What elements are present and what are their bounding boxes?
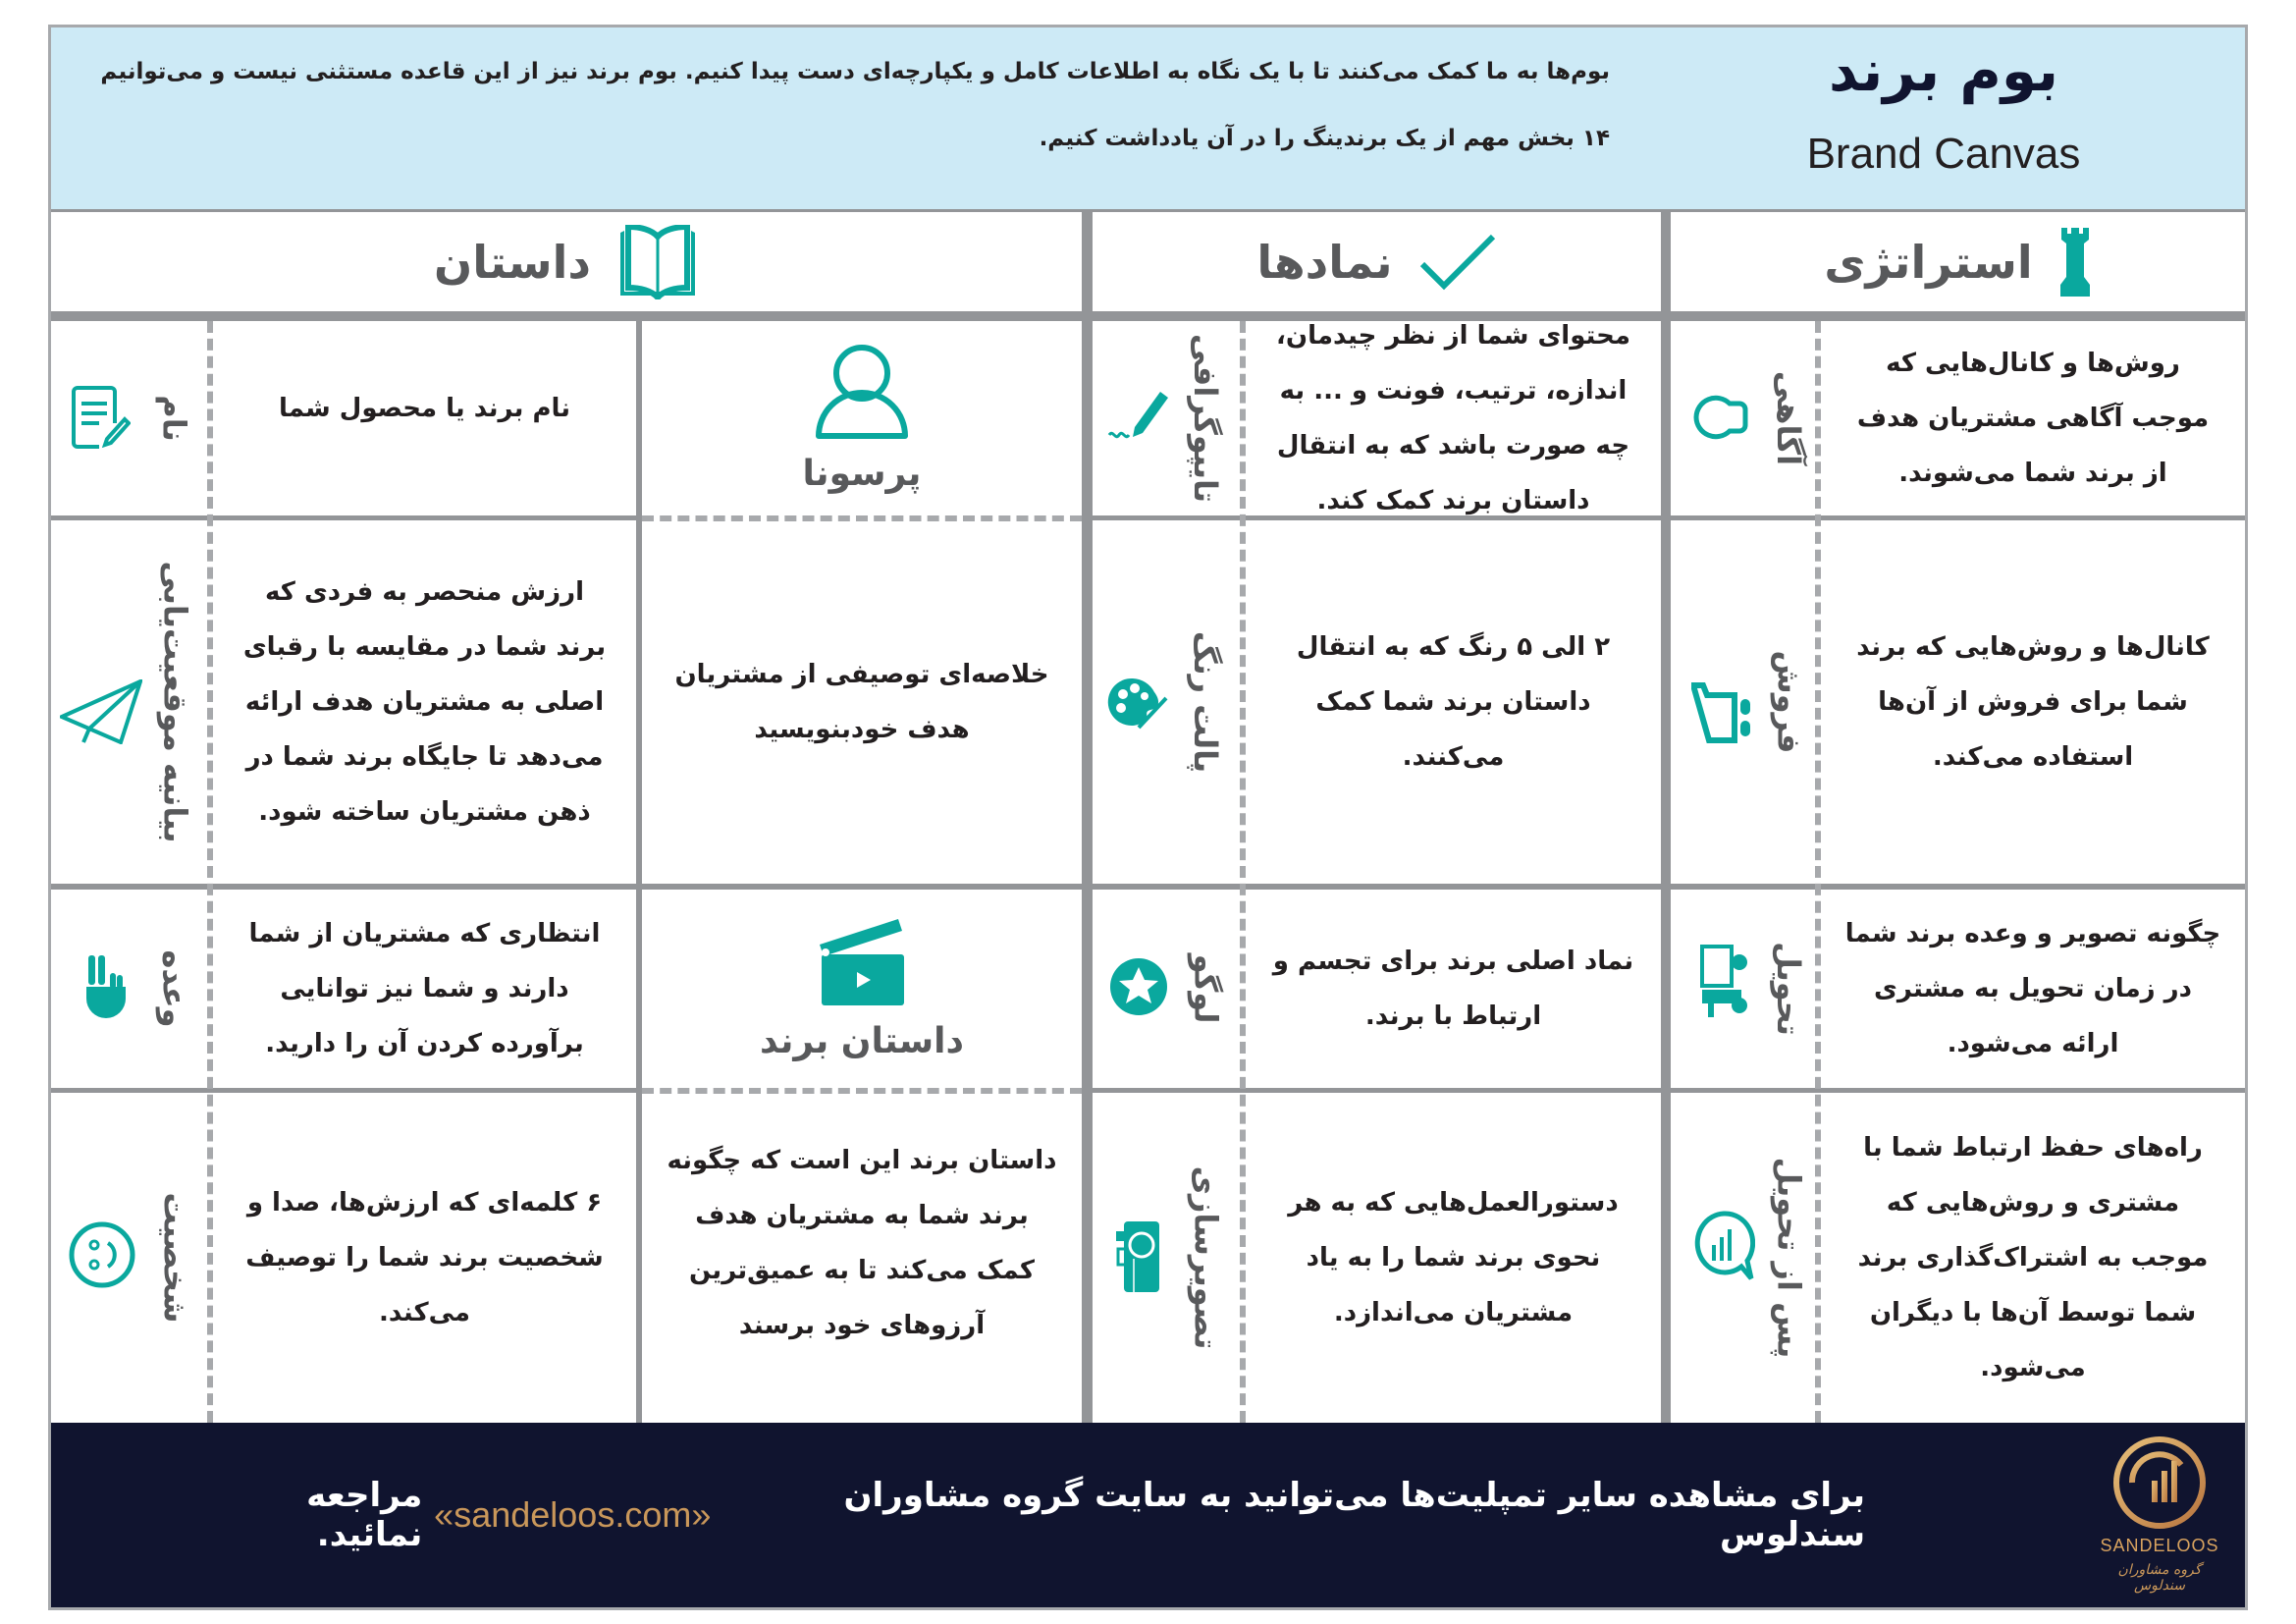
column-divider-symbols-strategy bbox=[1661, 211, 1671, 1423]
persona-text: خلاصه‌ای توصیفی از مشتریان هدف خودبنویسید bbox=[674, 660, 1049, 744]
pen-icon bbox=[1104, 383, 1173, 452]
chat-bubble-icon bbox=[1688, 1208, 1759, 1286]
footer-message bbox=[196, 1423, 1865, 1607]
symbols-text-palette: ۲ الی ۵ رنگ که به انتقال داستان برند شما کمک می‌کنند. bbox=[1296, 632, 1611, 772]
story-text-name: نام برند یا محصول شما bbox=[278, 394, 571, 423]
strategy-text-awareness: روش‌ها و کانال‌هایی که موجب آگاهی مشتریان هدف از برند شما می‌شوند. bbox=[1856, 349, 2210, 488]
column-title-strategy: استراتژی bbox=[1824, 235, 2033, 289]
symbols-label-imagery: تصویرسازی bbox=[1187, 1165, 1225, 1350]
clapperboard-icon bbox=[818, 917, 906, 1007]
checkmark-icon bbox=[1418, 233, 1497, 292]
lightbulb-icon bbox=[1690, 383, 1759, 452]
header-bottom-bar bbox=[51, 311, 2245, 321]
delivery-truck-icon bbox=[1688, 943, 1757, 1021]
shopping-cart-icon bbox=[1686, 673, 1761, 751]
column-header-strategy bbox=[1671, 212, 2245, 311]
smiley-icon bbox=[65, 1218, 139, 1292]
column-header-symbols bbox=[1093, 212, 1661, 311]
logo-name: SANDELOOS bbox=[2100, 1536, 2219, 1555]
footer-link[interactable]: «sandeloos.com» bbox=[434, 1494, 712, 1535]
footer-text-before: برای مشاهده سایر تمپلیت‌ها می‌توانید به سایت گروه مشاوران سندلوس bbox=[843, 1476, 1865, 1554]
column-title-symbols: نمادها bbox=[1256, 235, 1393, 289]
camera-icon bbox=[1109, 1218, 1168, 1296]
chess-rook-icon bbox=[2058, 228, 2092, 297]
story-label-positioning: بیانیه موقعیت‌یابی bbox=[156, 561, 193, 843]
sandeloos-logo-mark bbox=[2112, 1435, 2207, 1530]
header-description-line2: ۱۴ بخش مهم از یک برندینگ را در آن یادداشت کنیم. bbox=[1039, 126, 1610, 151]
strategy-text-sales: کانال‌ها و روش‌هایی که برند شما برای فروش از آن‌ها استفاده می‌کند. bbox=[1856, 632, 2210, 772]
symbols-label-logo: لوگو bbox=[1187, 953, 1224, 1024]
user-icon bbox=[813, 344, 911, 440]
symbols-label-palette: پالت رنگ bbox=[1187, 630, 1225, 774]
column-title-story: داستان bbox=[434, 235, 591, 289]
open-book-icon bbox=[616, 225, 699, 299]
palette-icon bbox=[1104, 670, 1173, 738]
brand-story-section bbox=[642, 890, 1082, 1088]
story-label-name: نام bbox=[155, 395, 193, 442]
victory-hand-icon bbox=[77, 947, 135, 1026]
strategy-label-post-delivery: پس از تحویل bbox=[1770, 1157, 1808, 1359]
story-text-promise: انتظاری که مشتریان از شما دارند و شما نیز توانایی برآورده کردن آن را دارید. bbox=[248, 919, 601, 1058]
story-text-positioning: ارزش منحصر به فردی که برند شما در مقایسه با رقبای اصلی به مشتریان هدف ارائه می‌دهد تا جایگاه برند شما در ذهن مشتریان ساخته شود. bbox=[242, 577, 607, 827]
strategy-label-sales: فروش bbox=[1770, 650, 1807, 754]
symbols-text-imagery: دستورالعمل‌هایی که به هر نحوی برند شما را به یاد مشتریان می‌اندازد. bbox=[1288, 1188, 1619, 1327]
persona-title: پرسونا bbox=[802, 453, 922, 494]
symbols-text-logo: نماد اصلی برند برای تجسم و ارتباط با برند. bbox=[1272, 947, 1634, 1031]
brand-story-title: داستان برند bbox=[760, 1020, 964, 1061]
brand-story-text: داستان برند این است که چگونه برند شما به مشتریان هدف کمک می‌کند تا به عمیق‌ترین آرزوهای خود برسند bbox=[667, 1146, 1057, 1340]
strategy-text-post-delivery: راه‌های حفظ ارتباط شما با مشتری و روش‌هایی که موجب به اشتراک‌گذاری برند شما توسط آن‌ها با دیگران می‌شود. bbox=[1857, 1133, 2209, 1382]
logo-subtitle: گروه مشاوران سندلوس bbox=[2117, 1562, 2202, 1594]
strategy-label-delivery: تحویل bbox=[1770, 942, 1807, 1036]
column-header-story bbox=[51, 212, 1082, 311]
story-label-personality: شخصیت bbox=[156, 1192, 193, 1324]
symbols-text-typography: محتوای شما از نظر چیدمان، اندازه، ترتیب، فونت و ... به چه صورت باشد که به انتقال داستان برند کمک کند. bbox=[1276, 321, 1630, 515]
strategy-label-awareness: آگاهی bbox=[1770, 370, 1807, 466]
sandeloos-logo bbox=[2091, 1435, 2228, 1602]
paper-plane-icon bbox=[57, 668, 145, 756]
header-title-en: Brand Canvas bbox=[1806, 130, 2081, 178]
header-title-fa: بوم برند bbox=[1829, 37, 2058, 104]
header-description-line1: بوم‌ها به ما کمک می‌کنند تا با یک نگاه به اطلاعات کامل و یکپارچه‌ای دست پیدا کنیم. بوم برند نیز از این قاعده مستثنی نیست و می‌توانیم bbox=[100, 59, 1610, 84]
story-label-promise: وعده bbox=[156, 949, 193, 1028]
story-text-personality: ۶ کلمه‌ای که ارزش‌ها، صدا و شخصیت برند شما را توصیف می‌کند. bbox=[245, 1188, 604, 1327]
symbols-label-typography: تایپوگرافی bbox=[1187, 334, 1225, 503]
column-divider-story-symbols bbox=[1082, 211, 1093, 1423]
strategy-text-delivery: چگونه تصویر و وعده برند شما در زمان تحویل به مشتری ارائه می‌شود. bbox=[1844, 919, 2221, 1058]
star-badge-icon bbox=[1104, 952, 1173, 1021]
footer-text-after: مراجعه نمائید. bbox=[306, 1476, 423, 1554]
persona-section bbox=[642, 321, 1082, 515]
document-edit-icon bbox=[67, 383, 135, 452]
